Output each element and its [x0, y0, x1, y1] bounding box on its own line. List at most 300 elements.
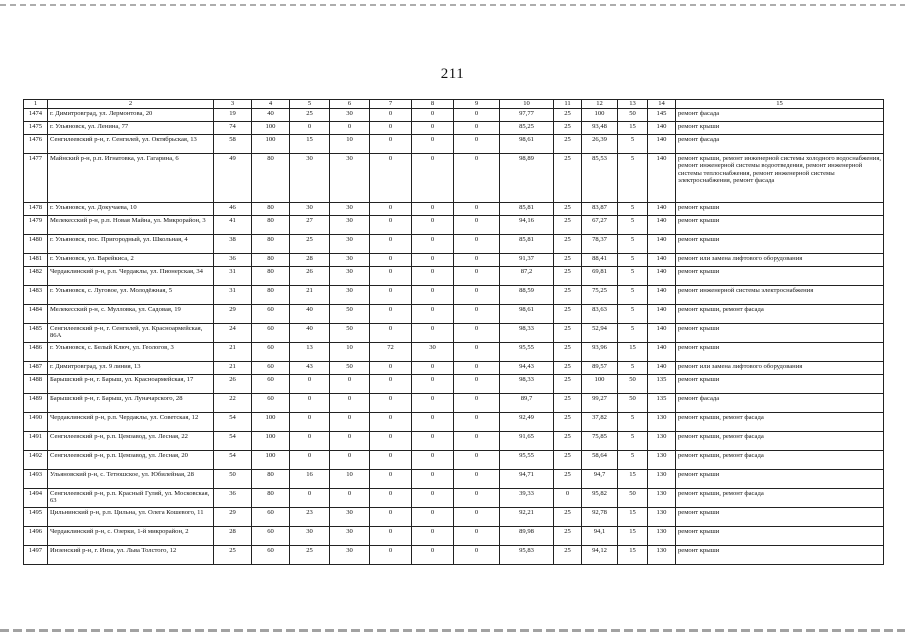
header-cell: 13 — [618, 100, 648, 109]
col7-cell: 0 — [370, 323, 412, 342]
col12-cell: 69,81 — [582, 266, 618, 285]
work-type-cell: ремонт фасада — [676, 134, 884, 153]
row-number: 1497 — [24, 545, 48, 564]
row-number: 1488 — [24, 374, 48, 393]
col4-cell: 60 — [252, 374, 290, 393]
col5-cell: 30 — [290, 526, 330, 545]
row-number: 1489 — [24, 393, 48, 412]
col12-cell: 88,41 — [582, 253, 618, 266]
col9-cell: 0 — [454, 469, 500, 488]
col5-cell: 0 — [290, 431, 330, 450]
table-row — [24, 469, 884, 488]
col11-cell: 25 — [554, 469, 582, 488]
header-cell: 5 — [290, 100, 330, 109]
col10-cell: 95,55 — [500, 450, 554, 469]
col13-cell: 5 — [618, 304, 648, 323]
work-type-cell: ремонт фасада — [676, 393, 884, 412]
row-number: 1483 — [24, 285, 48, 304]
col6-cell: 0 — [330, 412, 370, 431]
col4-cell: 80 — [252, 285, 290, 304]
col13-cell: 5 — [618, 234, 648, 253]
col9-cell: 0 — [454, 134, 500, 153]
work-type-cell: ремонт крыши, ремонт фасада — [676, 450, 884, 469]
address-cell: Ульяновский р-н, с. Тетюшское, ул. Юбилейная, 28 — [48, 469, 214, 488]
col6-cell: 10 — [330, 134, 370, 153]
col12-cell: 37,82 — [582, 412, 618, 431]
table-row — [24, 266, 884, 285]
col3-cell: 54 — [214, 431, 252, 450]
work-type-cell: ремонт крыши — [676, 266, 884, 285]
table-row — [24, 431, 884, 450]
col10-cell: 88,59 — [500, 285, 554, 304]
col8-cell: 0 — [412, 526, 454, 545]
col7-cell: 0 — [370, 469, 412, 488]
col14-cell: 140 — [648, 215, 676, 234]
col3-cell: 49 — [214, 153, 252, 202]
address-cell: Сенгилеевский р-н, р.п. Цемзавод, ул. Лесная, 20 — [48, 450, 214, 469]
header-cell: 3 — [214, 100, 252, 109]
work-type-cell: ремонт или замена лифтового оборудования — [676, 361, 884, 374]
col6-cell: 30 — [330, 526, 370, 545]
col5-cell: 25 — [290, 108, 330, 121]
col11-cell: 25 — [554, 234, 582, 253]
col11-cell: 25 — [554, 450, 582, 469]
col4-cell: 80 — [252, 153, 290, 202]
work-type-cell: ремонт крыши — [676, 323, 884, 342]
col3-cell: 58 — [214, 134, 252, 153]
col12-cell: 95,82 — [582, 488, 618, 507]
table-row — [24, 526, 884, 545]
col12-cell: 78,37 — [582, 234, 618, 253]
col12-cell: 89,57 — [582, 361, 618, 374]
col8-cell: 0 — [412, 450, 454, 469]
row-number: 1474 — [24, 108, 48, 121]
address-cell: Чердаклинский р-н, с. Озерки, 1-й микрорайон, 2 — [48, 526, 214, 545]
col14-cell: 130 — [648, 507, 676, 526]
col13-cell: 15 — [618, 545, 648, 564]
col9-cell: 0 — [454, 393, 500, 412]
col5-cell: 26 — [290, 266, 330, 285]
work-type-cell: ремонт крыши — [676, 202, 884, 215]
header-cell: 2 — [48, 100, 214, 109]
address-cell: г. Ульяновск, ул. Ленина, 77 — [48, 121, 214, 134]
col10-cell: 98,61 — [500, 304, 554, 323]
col13-cell: 5 — [618, 134, 648, 153]
col8-cell: 0 — [412, 108, 454, 121]
col11-cell: 25 — [554, 412, 582, 431]
col10-cell: 98,33 — [500, 374, 554, 393]
col11-cell: 0 — [554, 488, 582, 507]
col4-cell: 40 — [252, 108, 290, 121]
col3-cell: 21 — [214, 342, 252, 361]
col6-cell: 0 — [330, 450, 370, 469]
col4-cell: 60 — [252, 393, 290, 412]
col14-cell: 140 — [648, 253, 676, 266]
col12-cell: 83,87 — [582, 202, 618, 215]
col7-cell: 0 — [370, 431, 412, 450]
table-row — [24, 153, 884, 202]
row-number: 1486 — [24, 342, 48, 361]
col5-cell: 0 — [290, 450, 330, 469]
col12-cell: 93,96 — [582, 342, 618, 361]
col9-cell: 0 — [454, 285, 500, 304]
work-type-cell: ремонт крыши, ремонт фасада — [676, 412, 884, 431]
col10-cell: 85,81 — [500, 234, 554, 253]
col8-cell: 0 — [412, 431, 454, 450]
col9-cell: 0 — [454, 545, 500, 564]
col5-cell: 30 — [290, 153, 330, 202]
address-cell: Сенгилеевский р-н, р.п. Красный Гуляй, ул. Московская, 63 — [48, 488, 214, 507]
col3-cell: 41 — [214, 215, 252, 234]
col13-cell: 5 — [618, 153, 648, 202]
col14-cell: 130 — [648, 545, 676, 564]
table-row — [24, 323, 884, 342]
table-row — [24, 234, 884, 253]
row-number: 1493 — [24, 469, 48, 488]
col11-cell: 25 — [554, 202, 582, 215]
col9-cell: 0 — [454, 361, 500, 374]
col13-cell: 5 — [618, 323, 648, 342]
col11-cell: 25 — [554, 342, 582, 361]
address-cell: г. Димитровград, ул. 9 линия, 13 — [48, 361, 214, 374]
col9-cell: 0 — [454, 450, 500, 469]
col8-cell: 0 — [412, 323, 454, 342]
col7-cell: 0 — [370, 526, 412, 545]
work-type-cell: ремонт крыши — [676, 469, 884, 488]
col8-cell: 0 — [412, 507, 454, 526]
col6-cell: 0 — [330, 488, 370, 507]
col8-cell: 0 — [412, 469, 454, 488]
col8-cell: 0 — [412, 202, 454, 215]
col3-cell: 31 — [214, 285, 252, 304]
col3-cell: 74 — [214, 121, 252, 134]
col7-cell: 0 — [370, 412, 412, 431]
work-type-cell: ремонт крыши — [676, 545, 884, 564]
col7-cell: 0 — [370, 488, 412, 507]
col7-cell: 0 — [370, 393, 412, 412]
col7-cell: 0 — [370, 285, 412, 304]
col11-cell: 25 — [554, 374, 582, 393]
col13-cell: 5 — [618, 202, 648, 215]
col10-cell: 92,49 — [500, 412, 554, 431]
col10-cell: 98,89 — [500, 153, 554, 202]
col13-cell: 15 — [618, 507, 648, 526]
table-row — [24, 488, 884, 507]
col11-cell: 25 — [554, 215, 582, 234]
col10-cell: 98,61 — [500, 134, 554, 153]
col3-cell: 38 — [214, 234, 252, 253]
col6-cell: 30 — [330, 253, 370, 266]
col4-cell: 80 — [252, 234, 290, 253]
col10-cell: 92,21 — [500, 507, 554, 526]
work-type-cell: ремонт фасада — [676, 108, 884, 121]
table-row — [24, 121, 884, 134]
col5-cell: 15 — [290, 134, 330, 153]
col3-cell: 46 — [214, 202, 252, 215]
col6-cell: 0 — [330, 121, 370, 134]
col7-cell: 0 — [370, 361, 412, 374]
address-cell: г. Ульяновск, ул. Варейкиса, 2 — [48, 253, 214, 266]
address-cell: Чердаклинский р-н, р.п. Чердаклы, ул. Советская, 12 — [48, 412, 214, 431]
col10-cell: 89,98 — [500, 526, 554, 545]
col5-cell: 13 — [290, 342, 330, 361]
col7-cell: 0 — [370, 108, 412, 121]
col8-cell: 0 — [412, 266, 454, 285]
col9-cell: 0 — [454, 304, 500, 323]
col12-cell: 75,25 — [582, 285, 618, 304]
table-row — [24, 393, 884, 412]
row-number: 1481 — [24, 253, 48, 266]
col5-cell: 28 — [290, 253, 330, 266]
header-cell: 9 — [454, 100, 500, 109]
address-cell: Сенгилеевский р-н, г. Сенгилей, ул. Красноармейская, 86А — [48, 323, 214, 342]
col9-cell: 0 — [454, 253, 500, 266]
col12-cell: 100 — [582, 374, 618, 393]
col11-cell: 25 — [554, 121, 582, 134]
work-type-cell: ремонт крыши — [676, 215, 884, 234]
col4-cell: 80 — [252, 266, 290, 285]
col9-cell: 0 — [454, 234, 500, 253]
row-number: 1491 — [24, 431, 48, 450]
col3-cell: 28 — [214, 526, 252, 545]
col11-cell: 25 — [554, 431, 582, 450]
col12-cell: 94,12 — [582, 545, 618, 564]
col7-cell: 0 — [370, 507, 412, 526]
col8-cell: 0 — [412, 121, 454, 134]
row-number: 1496 — [24, 526, 48, 545]
work-type-cell: ремонт или замена лифтового оборудования — [676, 253, 884, 266]
row-number: 1478 — [24, 202, 48, 215]
table-row — [24, 507, 884, 526]
col10-cell: 94,71 — [500, 469, 554, 488]
col13-cell: 50 — [618, 374, 648, 393]
col14-cell: 140 — [648, 134, 676, 153]
col9-cell: 0 — [454, 507, 500, 526]
col3-cell: 22 — [214, 393, 252, 412]
col4-cell: 60 — [252, 323, 290, 342]
col4-cell: 60 — [252, 526, 290, 545]
col6-cell: 50 — [330, 361, 370, 374]
col6-cell: 50 — [330, 323, 370, 342]
col8-cell: 0 — [412, 134, 454, 153]
col3-cell: 26 — [214, 374, 252, 393]
col14-cell: 135 — [648, 374, 676, 393]
table-row — [24, 202, 884, 215]
col11-cell: 25 — [554, 266, 582, 285]
header-cell: 7 — [370, 100, 412, 109]
col14-cell: 140 — [648, 323, 676, 342]
col12-cell: 83,63 — [582, 304, 618, 323]
col7-cell: 0 — [370, 545, 412, 564]
row-number: 1485 — [24, 323, 48, 342]
col12-cell: 92,78 — [582, 507, 618, 526]
col12-cell: 75,85 — [582, 431, 618, 450]
col4-cell: 80 — [252, 215, 290, 234]
col11-cell: 25 — [554, 108, 582, 121]
col5-cell: 25 — [290, 234, 330, 253]
col14-cell: 130 — [648, 488, 676, 507]
col8-cell: 0 — [412, 488, 454, 507]
col4-cell: 60 — [252, 507, 290, 526]
col13-cell: 50 — [618, 393, 648, 412]
address-cell: Чердаклинский р-н, р.п. Чердаклы, ул. Пионерская, 34 — [48, 266, 214, 285]
col9-cell: 0 — [454, 526, 500, 545]
col10-cell: 85,81 — [500, 202, 554, 215]
col10-cell: 94,43 — [500, 361, 554, 374]
col12-cell: 85,53 — [582, 153, 618, 202]
address-cell: Мелекесский р-н, с. Мулловка, ул. Садовая, 19 — [48, 304, 214, 323]
col13-cell: 5 — [618, 266, 648, 285]
col12-cell: 94,1 — [582, 526, 618, 545]
table-row — [24, 253, 884, 266]
table-row — [24, 450, 884, 469]
col14-cell: 140 — [648, 234, 676, 253]
col13-cell: 5 — [618, 412, 648, 431]
col7-cell: 0 — [370, 374, 412, 393]
address-cell: г. Ульяновск, пос. Пригородный, ул. Школьная, 4 — [48, 234, 214, 253]
col10-cell: 39,33 — [500, 488, 554, 507]
col5-cell: 30 — [290, 202, 330, 215]
col9-cell: 0 — [454, 488, 500, 507]
col7-cell: 0 — [370, 234, 412, 253]
col8-cell: 0 — [412, 412, 454, 431]
col14-cell: 130 — [648, 526, 676, 545]
address-cell: г. Ульяновск, с. Луговое, ул. Молодёжная, 5 — [48, 285, 214, 304]
col10-cell: 89,7 — [500, 393, 554, 412]
col5-cell: 25 — [290, 545, 330, 564]
col11-cell: 25 — [554, 507, 582, 526]
col5-cell: 0 — [290, 488, 330, 507]
col8-cell: 0 — [412, 361, 454, 374]
address-cell: Барышский р-н, г. Барыш, ул. Луначарского, 28 — [48, 393, 214, 412]
table-row — [24, 285, 884, 304]
col3-cell: 19 — [214, 108, 252, 121]
col13-cell: 5 — [618, 253, 648, 266]
row-number: 1487 — [24, 361, 48, 374]
col12-cell: 58,64 — [582, 450, 618, 469]
col3-cell: 54 — [214, 450, 252, 469]
col4-cell: 60 — [252, 361, 290, 374]
col4-cell: 80 — [252, 488, 290, 507]
col13-cell: 15 — [618, 526, 648, 545]
col14-cell: 130 — [648, 412, 676, 431]
col8-cell: 0 — [412, 374, 454, 393]
col5-cell: 40 — [290, 304, 330, 323]
col6-cell: 30 — [330, 266, 370, 285]
address-cell: Барышский р-н, г. Барыш, ул. Красноармейская, 17 — [48, 374, 214, 393]
col5-cell: 0 — [290, 121, 330, 134]
col6-cell: 10 — [330, 469, 370, 488]
header-cell: 14 — [648, 100, 676, 109]
header-row — [24, 100, 884, 109]
col8-cell: 0 — [412, 215, 454, 234]
col13-cell: 5 — [618, 431, 648, 450]
col5-cell: 21 — [290, 285, 330, 304]
address-cell: Майнский р-н, р.п. Игнатовка, ул. Гагарина, 6 — [48, 153, 214, 202]
header-cell: 11 — [554, 100, 582, 109]
col6-cell: 30 — [330, 108, 370, 121]
col8-cell: 0 — [412, 285, 454, 304]
col9-cell: 0 — [454, 266, 500, 285]
address-cell: Инзенский р-н, г. Инза, ул. Льва Толстого, 12 — [48, 545, 214, 564]
col8-cell: 0 — [412, 253, 454, 266]
col3-cell: 50 — [214, 469, 252, 488]
col14-cell: 140 — [648, 266, 676, 285]
col4-cell: 100 — [252, 134, 290, 153]
col10-cell: 91,37 — [500, 253, 554, 266]
col14-cell: 130 — [648, 469, 676, 488]
table-row — [24, 134, 884, 153]
work-type-cell: ремонт инженерной системы электроснабжения — [676, 285, 884, 304]
col10-cell: 91,65 — [500, 431, 554, 450]
col14-cell: 140 — [648, 361, 676, 374]
col8-cell: 0 — [412, 545, 454, 564]
col4-cell: 80 — [252, 469, 290, 488]
col7-cell: 0 — [370, 253, 412, 266]
col12-cell: 99,27 — [582, 393, 618, 412]
col6-cell: 30 — [330, 234, 370, 253]
col10-cell: 98,33 — [500, 323, 554, 342]
col9-cell: 0 — [454, 215, 500, 234]
col6-cell: 0 — [330, 393, 370, 412]
page-number: 211 — [440, 66, 465, 82]
col4-cell: 60 — [252, 342, 290, 361]
col11-cell: 25 — [554, 153, 582, 202]
col4-cell: 100 — [252, 450, 290, 469]
col3-cell: 29 — [214, 507, 252, 526]
col3-cell: 31 — [214, 266, 252, 285]
col4-cell: 100 — [252, 431, 290, 450]
col5-cell: 16 — [290, 469, 330, 488]
col6-cell: 10 — [330, 342, 370, 361]
row-number: 1490 — [24, 412, 48, 431]
col8-cell: 0 — [412, 153, 454, 202]
header-cell: 4 — [252, 100, 290, 109]
col13-cell: 5 — [618, 361, 648, 374]
row-number: 1477 — [24, 153, 48, 202]
col6-cell: 0 — [330, 431, 370, 450]
col8-cell: 0 — [412, 393, 454, 412]
register-table — [23, 99, 884, 565]
col6-cell: 30 — [330, 215, 370, 234]
col8-cell: 0 — [412, 304, 454, 323]
col5-cell: 40 — [290, 323, 330, 342]
col6-cell: 0 — [330, 374, 370, 393]
col7-cell: 0 — [370, 266, 412, 285]
row-number: 1484 — [24, 304, 48, 323]
col12-cell: 93,48 — [582, 121, 618, 134]
col9-cell: 0 — [454, 121, 500, 134]
row-number: 1475 — [24, 121, 48, 134]
row-number: 1492 — [24, 450, 48, 469]
col14-cell: 140 — [648, 285, 676, 304]
col6-cell: 30 — [330, 285, 370, 304]
col14-cell: 140 — [648, 121, 676, 134]
col12-cell: 26,39 — [582, 134, 618, 153]
table-row — [24, 304, 884, 323]
col9-cell: 0 — [454, 323, 500, 342]
col10-cell: 87,2 — [500, 266, 554, 285]
row-number: 1482 — [24, 266, 48, 285]
col7-cell: 0 — [370, 202, 412, 215]
col6-cell: 30 — [330, 153, 370, 202]
col12-cell: 100 — [582, 108, 618, 121]
work-type-cell: ремонт крыши, ремонт фасада — [676, 488, 884, 507]
col10-cell: 94,16 — [500, 215, 554, 234]
col11-cell: 25 — [554, 361, 582, 374]
col8-cell: 30 — [412, 342, 454, 361]
scan-edge-bottom — [0, 629, 905, 632]
